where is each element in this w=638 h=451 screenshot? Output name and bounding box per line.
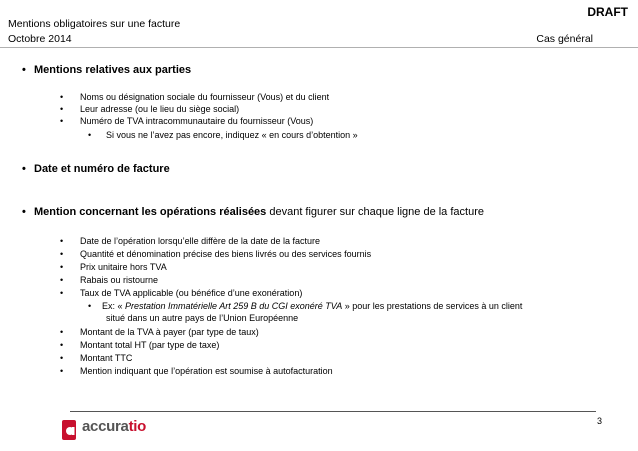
- case-label: Cas général: [536, 33, 593, 45]
- list-item: • Quantité et dénomination précise des biens livrés ou des services fournis: [60, 249, 372, 259]
- list-item: • Mention indiquant que l’opération est soumise à autofacturation: [60, 366, 333, 376]
- company-logo: [62, 418, 182, 442]
- list-item: • Date de l’opération lorsqu’elle diffère de la date de la facture: [60, 236, 320, 246]
- list-item: • Leur adresse (ou le lieu du siège social): [60, 104, 240, 114]
- header-divider: [0, 47, 638, 48]
- list-item: • Montant total HT (par type de taxe): [60, 340, 220, 350]
- list-item: • Taux de TVA applicable (ou bénéfice d’une exonération): [60, 288, 303, 298]
- list-item: • Rabais ou ristourne: [60, 275, 159, 285]
- logo-mark-icon: [62, 418, 80, 442]
- example-line-continued: situé dans un autre pays de l’Union Européenne: [106, 313, 299, 323]
- section-parties-heading: • Mentions relatives aux parties: [22, 64, 192, 76]
- list-item: • Noms ou désignation sociale du fournisseur (Vous) et du client: [60, 92, 330, 102]
- document-date: Octobre 2014: [8, 33, 72, 45]
- list-item: • Prix unitaire hors TVA: [60, 262, 167, 272]
- page-number: 3: [596, 416, 602, 426]
- draft-label: DRAFT: [587, 5, 628, 19]
- section-date-heading: • Date et numéro de facture: [22, 163, 170, 175]
- footer-divider: [70, 411, 596, 412]
- list-item: • Montant TTC: [60, 353, 133, 363]
- document-title: Mentions obligatoires sur une facture: [8, 18, 181, 30]
- example-line: • Ex: « Prestation Immatérielle Art 259 B du CGI exonéré TVA » pour les prestations de services à un client: [88, 301, 523, 311]
- logo-wordmark: accuratio: [82, 418, 147, 435]
- list-item: • Numéro de TVA intracommunautaire du fournisseur (Vous): [60, 116, 314, 126]
- sub-list-item: • Si vous ne l’avez pas encore, indiquez « en cours d’obtention »: [88, 130, 358, 140]
- list-item: • Montant de la TVA à payer (par type de taux): [60, 327, 259, 337]
- section-operations-heading: • Mention concernant les opérations réalisées devant figurer sur chaque ligne de la facture: [22, 206, 484, 218]
